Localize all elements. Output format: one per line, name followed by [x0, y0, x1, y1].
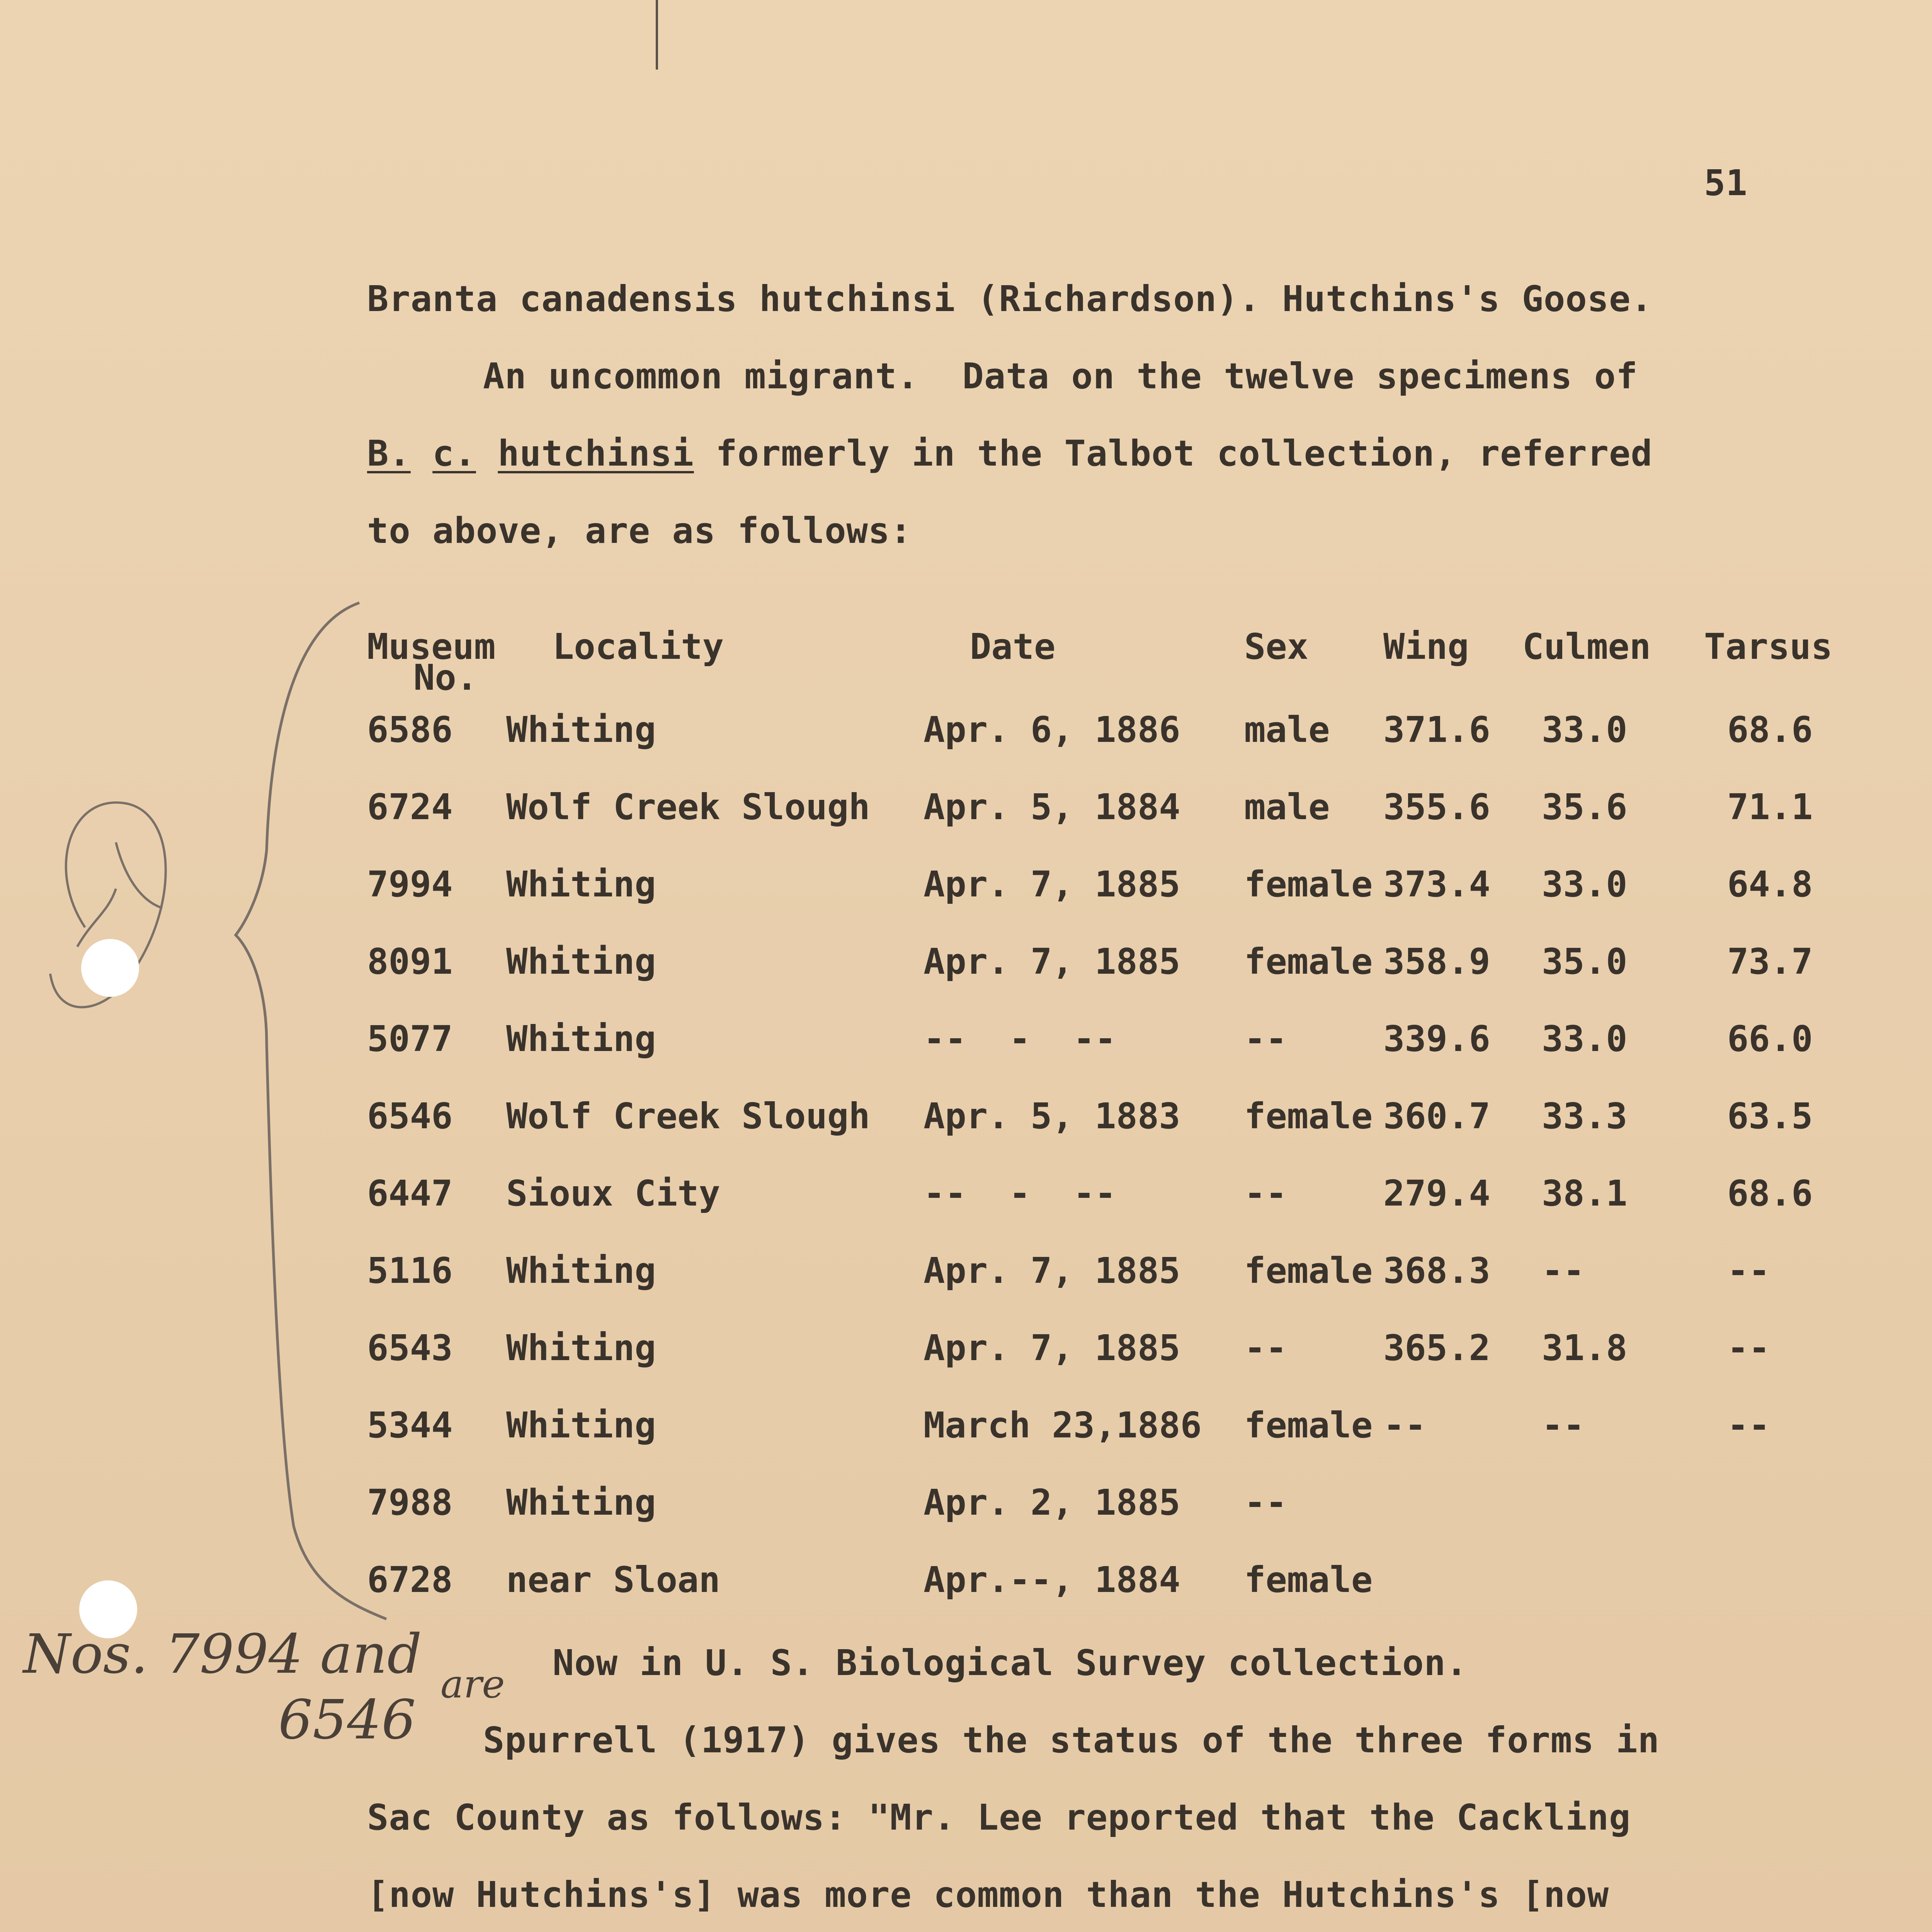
cell-museum-no: 6586 — [367, 709, 453, 750]
intro-line-2 — [367, 433, 1653, 474]
cell-sex: female — [1244, 1559, 1373, 1600]
cell-museum-no: 5116 — [367, 1250, 453, 1291]
cell-wing: 355.6 — [1383, 786, 1490, 828]
body-line-2: Sac County as follows: "Mr. Lee reported that the Cackling — [367, 1797, 1631, 1838]
cell-date: -- - -- — [923, 1018, 1116, 1060]
cell-sex: female — [1244, 941, 1373, 982]
col-header-museum: Museum — [367, 626, 496, 667]
cell-date: Apr. 5, 1883 — [923, 1095, 1180, 1137]
intro-line-3: to above, are as follows: — [367, 510, 912, 551]
cell-locality: Sioux City — [506, 1173, 720, 1214]
cell-sex: female — [1244, 1095, 1373, 1137]
cell-locality: Whiting — [506, 1327, 656, 1369]
footnote: Now in U. S. Biological Survey collection. — [553, 1642, 1468, 1684]
body-line-1: Spurrell (1917) gives the status of the three forms in — [483, 1719, 1660, 1761]
cell-sex: male — [1244, 709, 1330, 750]
cell-tarsus: -- — [1727, 1327, 1770, 1369]
body-line-3: [now Hutchins's] was more common than the Hutchins's [now — [367, 1874, 1609, 1915]
cell-museum-no: 5344 — [367, 1405, 453, 1446]
cell-date: Apr. 7, 1885 — [923, 941, 1180, 982]
cell-date: Apr.--, 1884 — [923, 1559, 1180, 1600]
cell-date: Apr. 2, 1885 — [923, 1482, 1180, 1523]
cell-tarsus: 63.5 — [1727, 1095, 1813, 1137]
cell-culmen: -- — [1542, 1250, 1585, 1291]
table-row — [0, 1095, 1932, 1138]
cell-museum-no: 6546 — [367, 1095, 453, 1137]
table-row — [0, 709, 1932, 752]
cell-sex: female — [1244, 1405, 1373, 1446]
col-header-tarsus: Tarsus — [1704, 626, 1833, 667]
cell-museum-no: 5077 — [367, 1018, 453, 1060]
cell-culmen: 33.0 — [1542, 864, 1628, 905]
cell-locality: Wolf Creek Slough — [506, 1095, 870, 1137]
intro-species-abbrev: c. — [432, 433, 476, 474]
cell-locality: Whiting — [506, 1018, 656, 1060]
cell-culmen: 35.6 — [1542, 786, 1628, 828]
cell-wing: -- — [1383, 1405, 1426, 1446]
cell-culmen: 33.0 — [1542, 1018, 1628, 1060]
cell-date: Apr. 5, 1884 — [923, 786, 1180, 828]
table-row — [0, 786, 1932, 829]
handwritten-note-are: are — [440, 1662, 505, 1707]
col-header-wing: Wing — [1383, 626, 1469, 667]
cell-culmen: -- — [1542, 1405, 1585, 1446]
intro-subspecies: hutchinsi — [498, 433, 694, 474]
cell-museum-no: 6543 — [367, 1327, 453, 1369]
table-row — [0, 1482, 1932, 1524]
table-row — [0, 1250, 1932, 1293]
cell-culmen: 33.3 — [1542, 1095, 1628, 1137]
page-number: 51 — [1704, 162, 1748, 204]
col-header-museum-no: No. — [413, 657, 478, 698]
cell-sex: -- — [1244, 1018, 1287, 1060]
cell-culmen: 35.0 — [1542, 941, 1628, 982]
cell-locality: Whiting — [506, 941, 656, 982]
cell-date: Apr. 6, 1886 — [923, 709, 1180, 750]
cell-sex: -- — [1244, 1173, 1287, 1214]
cell-wing: 339.6 — [1383, 1018, 1490, 1060]
cell-locality: Whiting — [506, 1482, 656, 1523]
cell-locality: Whiting — [506, 1250, 656, 1291]
cell-locality: Whiting — [506, 864, 656, 905]
cell-wing: 358.9 — [1383, 941, 1490, 982]
intro-genus-abbrev: B. — [367, 433, 411, 474]
heading: Branta canadensis hutchinsi (Richardson). Hutchins's Goose. — [367, 278, 1653, 320]
table-row — [0, 864, 1932, 906]
cell-wing: 373.4 — [1383, 864, 1490, 905]
cell-tarsus: 64.8 — [1727, 864, 1813, 905]
table-row — [0, 1327, 1932, 1370]
cell-tarsus: -- — [1727, 1250, 1770, 1291]
cell-wing: 368.3 — [1383, 1250, 1490, 1291]
cell-museum-no: 8091 — [367, 941, 453, 982]
table-row — [0, 1173, 1932, 1215]
cell-wing: 365.2 — [1383, 1327, 1490, 1369]
cell-culmen: 31.8 — [1542, 1327, 1628, 1369]
cell-museum-no: 7994 — [367, 864, 453, 905]
cell-museum-no: 6447 — [367, 1173, 453, 1214]
cell-sex: -- — [1244, 1482, 1287, 1523]
cell-sex: female — [1244, 1250, 1373, 1291]
cell-date: March 23,1886 — [923, 1405, 1202, 1446]
cell-tarsus: 71.1 — [1727, 786, 1813, 828]
cell-museum-no: 6724 — [367, 786, 453, 828]
col-header-culmen: Culmen — [1522, 626, 1651, 667]
cell-sex: male — [1244, 786, 1330, 828]
handwritten-note-line-1: Nos. 7994 and — [23, 1623, 422, 1686]
cell-date: -- - -- — [923, 1173, 1116, 1214]
table-row — [0, 1559, 1932, 1602]
handwritten-note-line-2: 6546 — [278, 1689, 416, 1752]
cell-locality: Whiting — [506, 709, 656, 750]
col-header-date: Date — [970, 626, 1056, 667]
table-row — [0, 1018, 1932, 1061]
cell-tarsus: 73.7 — [1727, 941, 1813, 982]
col-header-locality: Locality — [553, 626, 724, 667]
cell-tarsus: 68.6 — [1727, 1173, 1813, 1214]
cell-culmen: 38.1 — [1542, 1173, 1628, 1214]
intro-line-2-rest: formerly in the Talbot collection, referred — [694, 433, 1653, 474]
cell-wing: 360.7 — [1383, 1095, 1490, 1137]
cell-date: Apr. 7, 1885 — [923, 864, 1180, 905]
cell-date: Apr. 7, 1885 — [923, 1250, 1180, 1291]
table-row — [0, 941, 1932, 983]
cell-locality: near Sloan — [506, 1559, 720, 1600]
cell-locality: Wolf Creek Slough — [506, 786, 870, 828]
cell-museum-no: 7988 — [367, 1482, 453, 1523]
cell-date: Apr. 7, 1885 — [923, 1327, 1180, 1369]
cell-wing: 279.4 — [1383, 1173, 1490, 1214]
cell-museum-no: 6728 — [367, 1559, 453, 1600]
cell-tarsus: -- — [1727, 1405, 1770, 1446]
cell-culmen: 33.0 — [1542, 709, 1628, 750]
col-header-sex: Sex — [1244, 626, 1309, 667]
table-row — [0, 1405, 1932, 1447]
cell-tarsus: 68.6 — [1727, 709, 1813, 750]
cell-sex: -- — [1244, 1327, 1287, 1369]
cell-locality: Whiting — [506, 1405, 656, 1446]
cell-tarsus: 66.0 — [1727, 1018, 1813, 1060]
cell-sex: female — [1244, 864, 1373, 905]
intro-line-1: An uncommon migrant. Data on the twelve specimens of — [483, 355, 1638, 397]
cell-wing: 371.6 — [1383, 709, 1490, 750]
